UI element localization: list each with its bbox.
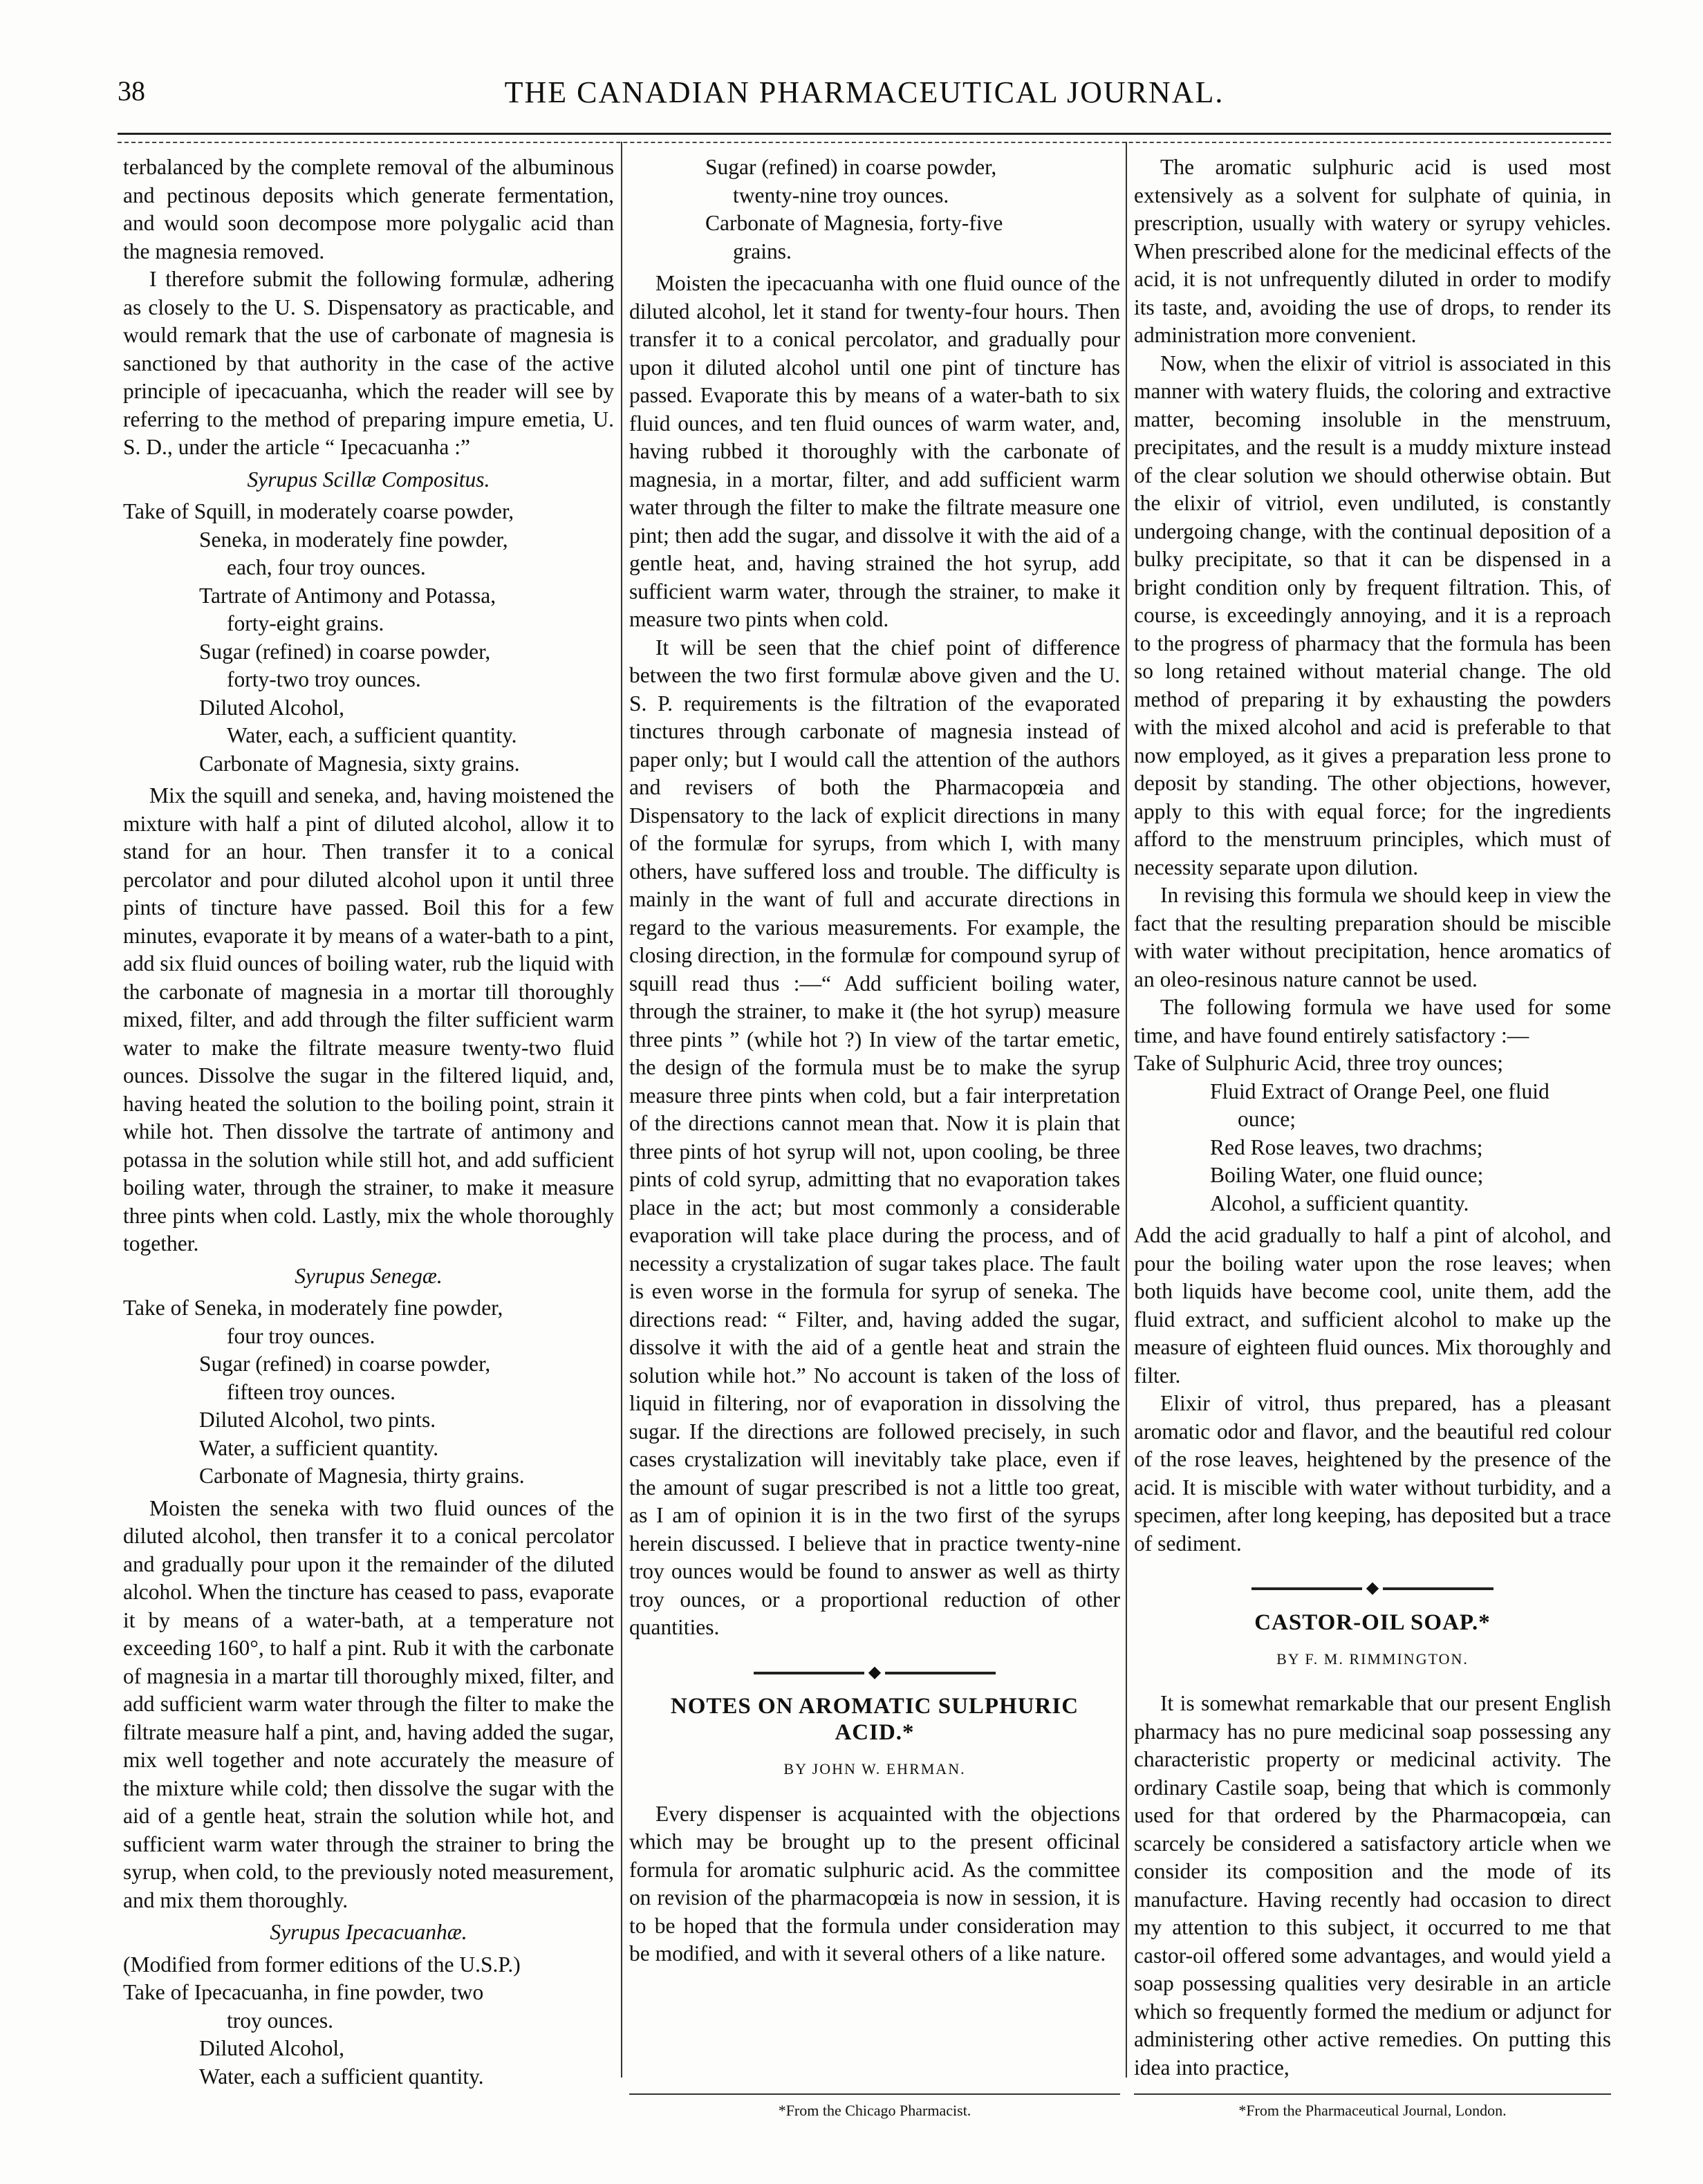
paragraph: It will be seen that the chief point of difference between the two first formulæ above given and the U. S. P. requirements is the filtration of the evaporated tinctures through carbonate of magnesia instead of paper only; but I would call the attention of the authors and revisers of both the Pharmacopœia and Dispensatory to the lack of explicit directions in many of the formulæ for syrups, from which I, with many others, have suffered loss and trouble. The difficulty is mainly in the want of full and accurate directions in regard to the various measurements. For example, the closing direction, in the formulæ for compound syrup of squill read thus :—“ Add sufficient boiling water, through the strainer, to make it (the hot syrup) measure three pints ” (while hot ?) In view of the tartar emetic, the design of the formula must be to make the syrup measure three pints when cold, but a fair interpretation of the directions cannot mean that. Now it is plain that three pints of hot syrup will not, upon cooling, be three pints of cold syrup, admitting that no evaporation takes place in the act; but most commonly a considerable evaporation will take place during the process, and of necessity a crystalization of sugar takes place. The fault is even worse in the formula for syrup of seneka. The directions read: “ Filter, and, having added the sugar, dissolve it with the aid of a gentle heat and strain the solution while hot.” No account is taken of the loss of liquid in filtering, nor of evaporation in dissolving the sugar. If the directions are followed precisely, in such cases crystalization will inevitably take place, even if the amount of sugar prescribed is not a little too great, as I am of opinion it is in the two first of the syrups herein discussed. I believe that in practice twenty-nine troy ounces would be found to answer as well as thirty troy ounces, or a proportional reduction of other quantities. bbox=[629, 635, 1120, 1639]
formula-line: ounce; bbox=[1238, 1107, 1296, 1131]
formula-line: Take of Seneka, in moderately fine powder, bbox=[123, 1296, 503, 1320]
paragraph: The aromatic sulphuric acid is used most extensively as a solvent for sulphate of quinia, in prescription, usually with watery or syrupy vehicles. When prescribed alone for the medicinal effects of the acid, it is not unfrequently diluted in order to modify its taste, and, avoiding the use of drops, to render its administration more convenient. bbox=[1134, 155, 1611, 347]
formula-line: forty-two troy ounces. bbox=[227, 667, 421, 691]
column-2 bbox=[629, 153, 1120, 1968]
formula-line: Take of Squill, in moderately coarse powder, bbox=[123, 499, 514, 523]
formula-line: Carbonate of Magnesia, forty-five bbox=[705, 211, 1003, 235]
formula-line: Take of Ipecacuanha, in fine powder, two bbox=[123, 1980, 484, 2004]
page-header bbox=[118, 75, 1611, 123]
paragraph: Elixir of vitrol, thus prepared, has a pleasant aromatic odor and flavor, and the beautiful red colour of the rose leaves, heightened by the presence of the acid. It is miscible with water without turbidity, and a specimen, after long keeping, has deposited but a trace of sediment. bbox=[1134, 1391, 1611, 1556]
paragraph: In revising this formula we should keep in view the fact that the resulting preparation should be miscible with water without precipitation, hence aromatics of an oleo-resinous nature cannot be used. bbox=[1134, 883, 1611, 991]
formula bbox=[1134, 1049, 1611, 1217]
paragraph: Moisten the ipecacuanha with one fluid ounce of the diluted alcohol, let it stand for twenty-four hours. Then transfer it to a conical percolator, and gradually pour upon it diluted alcohol until one pint of tincture has passed. Evaporate this by means of a water-bath to six fluid ounces, and ten fluid ounces of warm water, and, having rubbed it thoroughly with the carbonate of magnesia, in a mortar, filter, and add sufficient warm water through the filter to make the filtrate measure one pint; then add the sugar, and dissolve it with the aid of a gentle heat, and, having strained the hot syrup, add sufficient warm water, through the strainer, to make it measure two pints when cold. bbox=[629, 271, 1120, 631]
formula-line: Sugar (refined) in coarse powder, bbox=[199, 1352, 491, 1376]
formula-line: Fluid Extract of Orange Peel, one fluid bbox=[1210, 1079, 1550, 1103]
section-title: CASTOR-OIL SOAP.* bbox=[1254, 1609, 1491, 1635]
formula-line: Water, each, a sufficient quantity. bbox=[227, 723, 517, 747]
footnote-rule bbox=[629, 2093, 1120, 2095]
formula bbox=[123, 1294, 614, 1491]
formula-line: Water, each a sufficient quantity. bbox=[199, 2064, 484, 2089]
formula-line: Diluted Alcohol, bbox=[199, 2036, 344, 2060]
footnote: *From the Pharmaceutical Journal, London. bbox=[1238, 2102, 1507, 2119]
formula-line: Boiling Water, one fluid ounce; bbox=[1210, 1163, 1484, 1187]
column-divider bbox=[1126, 142, 1127, 2078]
column-1 bbox=[123, 153, 614, 2095]
formula-line: troy ounces. bbox=[227, 2008, 333, 2033]
paragraph: It is somewhat remarkable that our present English pharmacy has no pure medicinal soap possessing any characteristic property or medicinal activity. The ordinary Castile soap, being that which is commonly used for that ordered by the Pharmacopœia, can scarcely be considered a satisfactory article when we consider its composition and the mode of its manufacture. Having recently had occasion to direct my attention to this subject, it occurred to me that castor-oil offered some advantages, and would yield a soap possessing qualities very desirable in an article which so frequently formed the medium or adjunct for administering other active remedies. On putting this idea into practice, bbox=[1134, 1691, 1611, 2080]
header-rule bbox=[118, 133, 1611, 143]
formula-line: Diluted Alcohol, two pints. bbox=[199, 1408, 436, 1432]
paragraph: Every dispenser is acquainted with the objections which may be brought up to the present officinal formula for aromatic sulphuric acid. As the committee on revision of the pharmacopœia is now in session, it is to be hoped that the formula under consideration may be modified, and with it several others of a like nature. bbox=[629, 1801, 1120, 1966]
formula-line: Diluted Alcohol, bbox=[199, 695, 344, 720]
footnote: *From the Chicago Pharmacist. bbox=[778, 2102, 971, 2119]
paragraph: The following formula we have used for some time, and have found entirely satisfactory :— bbox=[1134, 995, 1611, 1047]
formula-line: four troy ounces. bbox=[227, 1323, 375, 1348]
paragraph: Add the acid gradually to half a pint of alcohol, and pour the boiling water upon the rose leaves; when both liquids have become cool, unite them, add the fluid extract, and sufficient alcohol to make up the measure of eighteen fluid ounces. Mix thoroughly and filter. bbox=[1134, 1223, 1611, 1388]
formula-line: grains. bbox=[733, 239, 792, 263]
formula-line: each, four troy ounces. bbox=[227, 555, 426, 579]
formula-line: (Modified from former editions of the U.S.P.) bbox=[123, 1952, 521, 1977]
formula-line: Carbonate of Magnesia, thirty grains. bbox=[199, 1464, 525, 1488]
formula bbox=[123, 498, 614, 778]
recipe-title: Syrupus Scillæ Compositus. bbox=[247, 467, 490, 492]
paragraph: terbalanced by the complete removal of the albuminous and pectinous deposits which generate fermentation, and would soon decompose more polygalic acid than the magnesia removed. bbox=[123, 155, 614, 263]
byline: BY JOHN W. EHRMAN. bbox=[783, 1760, 966, 1777]
recipe-title: Syrupus Ipecacuanhæ. bbox=[270, 1920, 467, 1944]
formula-line: Tartrate of Antimony and Potassa, bbox=[199, 583, 496, 608]
column-3 bbox=[1134, 153, 1611, 2082]
formula-line: Carbonate of Magnesia, sixty grains. bbox=[199, 751, 520, 776]
section-title: NOTES ON AROMATIC SULPHURIC ACID.* bbox=[670, 1694, 1079, 1745]
paragraph: Now, when the elixir of vitriol is associated in this manner with watery fluids, the coloring and extractive matter, becoming insoluble in the menstruum, precipitates, and the result is a muddy mixture instead of the clear solution we should otherwise obtain. But the elixir of vitriol, even undiluted, is constantly undergoing change, with the continual deposition of a bulky precipitate, so that it can be dispensed in a bright condition only by frequent filtration. This, of course, is exceedingly annoying, and it is a reproach to the progress of pharmacy that the formula has been so long retained without material change. The old method of preparing it by exhausting the powders with the mixed alcohol and acid is preferable to that now employed, as it gives a preparation less prone to deposit by standing. The other objections, however, apply to this with equal force; for the ingredients afford to the menstruum principles, which must of necessity separate upon dilution. bbox=[1134, 351, 1611, 879]
formula-line: Sugar (refined) in coarse powder, bbox=[199, 639, 491, 664]
formula-line: forty-eight grains. bbox=[227, 611, 384, 635]
formula-line: Alcohol, a sufficient quantity. bbox=[1210, 1191, 1469, 1215]
paragraph: Mix the squill and seneka, and, having moistened the mixture with half a pint of diluted alcohol, allow it to stand for an hour. Then transfer it to a conical percolator and pour diluted alcohol upon it until three pints of tincture have passed. Boil this for a few minutes, evaporate it by means of a water-bath to a pint, add six fluid ounces of boiling water, rub the liquid with the carbonate of magnesia in a mortar till thoroughly mixed, filter, and add through the filter sufficient warm water to make the filtrate measure twenty-two fluid ounces. Dissolve the sugar in the filtered liquid, and, having heated the solution to the boiling point, strain it while hot. Then dissolve the tartrate of antimony and potassa in the solution while still hot, and add sufficient boiling water, through the strainer, to make it measure three pints when cold. Lastly, mix the whole thoroughly together. bbox=[123, 783, 614, 1256]
paragraph: Moisten the seneka with two fluid ounces of the diluted alcohol, then transfer it to a conical percolator and gradually pour upon it the remainder of the diluted alcohol. When the tincture has ceased to pass, evaporate it by means of a water-bath, at a temperature not exceeding 160°, to half a pint. Rub it with the carbonate of magnesia in a martar till thoroughly mixed, filter, and add sufficient warm water through the filter to make the filtrate measure half a pint, and, having added the sugar, mix well together and note accurately the measure of the mixture while cold; then dissolve the sugar with the aid of a gentle heat, strain the solution while hot, and sufficient warm water through the strainer to bring the syrup, when cold, to the previously noted measurement, and mix them thoroughly. bbox=[123, 1495, 614, 1912]
formula bbox=[123, 1951, 614, 2091]
formula-line: Take of Sulphuric Acid, three troy ounces; bbox=[1134, 1051, 1504, 1075]
section-divider: ◆ bbox=[1134, 1574, 1611, 1603]
formula-line: fifteen troy ounces. bbox=[227, 1379, 396, 1404]
recipe-title: Syrupus Senegæ. bbox=[295, 1263, 443, 1288]
formula-line: Seneka, in moderately fine powder, bbox=[199, 527, 508, 552]
formula-line: Red Rose leaves, two drachms; bbox=[1210, 1135, 1483, 1159]
paragraph: I therefore submit the following formulæ, adhering as closely to the U. S. Dispensatory as practicable, and would remark that the use of carbonate of magnesia is sanctioned by that authority in the case of the active principle of ipecacuanha, which the reader will see by referring to the method of preparing impure emetia, U. S. D., under the article “ Ipecacuanha :” bbox=[123, 267, 614, 459]
byline: BY F. M. RIMMINGTON. bbox=[1276, 1650, 1469, 1668]
footnote-rule bbox=[1134, 2093, 1611, 2095]
formula-line: Water, a sufficient quantity. bbox=[199, 1435, 439, 1460]
running-head: THE CANADIAN PHARMACEUTICAL JOURNAL. bbox=[504, 75, 1225, 109]
column-divider bbox=[621, 142, 622, 2078]
page-number: 38 bbox=[118, 75, 145, 106]
section-divider: ◆ bbox=[629, 1659, 1120, 1687]
formula-line: twenty-nine troy ounces. bbox=[733, 183, 949, 207]
formula-line: Sugar (refined) in coarse powder, bbox=[705, 155, 997, 179]
formula bbox=[629, 153, 1120, 265]
